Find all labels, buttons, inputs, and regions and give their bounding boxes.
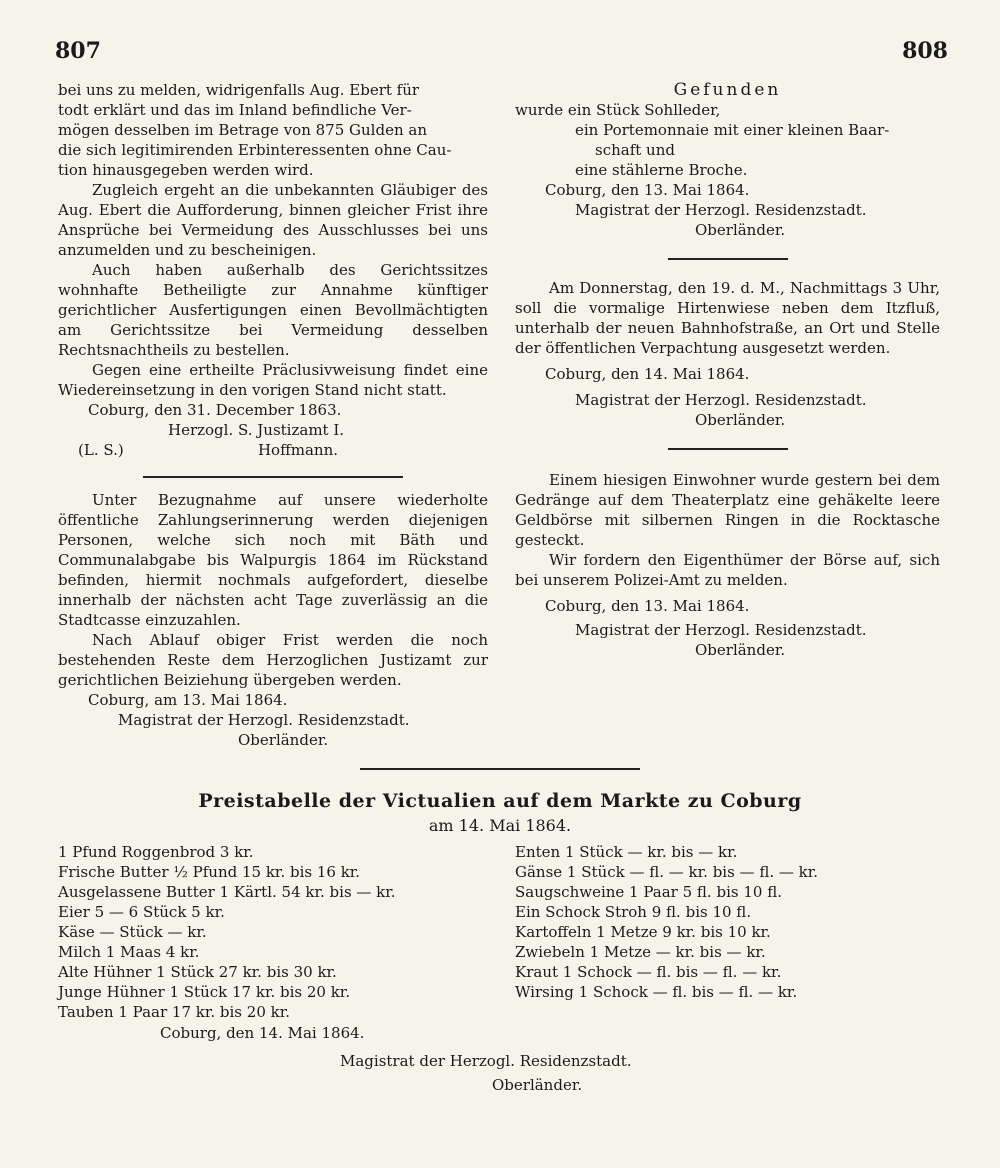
notice-signature: Oberländer. xyxy=(695,641,786,659)
notice-line: ein Portemonnaie mit einer kleinen Baar- xyxy=(575,121,890,139)
seal-mark: (L. S.) xyxy=(78,441,124,459)
notice-signature: Hoffmann. xyxy=(257,441,338,459)
notice-date: Coburg, am 13. Mai 1864. xyxy=(88,691,288,709)
notice-ebert xyxy=(58,80,488,460)
notice-authority: Magistrat der Herzogl. Residenzstadt. xyxy=(575,201,867,219)
price-item: Ausgelassene Butter 1 Kärtl. 54 kr. bis — kr. xyxy=(58,883,396,901)
price-item: Käse — Stück — kr. xyxy=(58,923,207,941)
price-item: Kartoffeln 1 Metze 9 kr. bis 10 kr. xyxy=(515,923,771,941)
notice-paragraph: Auch haben außerhalb des Gerichtssitzes wohnhafte Betheiligte zur Annahme künftiger gerichtlicher Ausfertigungen einen Bevollmächtigten am Gerichtssitze bei Vermeidung desselben Rechtsnachtheils zu bestellen. xyxy=(58,261,488,359)
notice-line: eine stählerne Broche. xyxy=(575,161,748,179)
page-number-left: 807 xyxy=(55,38,101,64)
notice-date: Coburg, den 14. Mai 1864. xyxy=(545,365,750,383)
notice-authority: Magistrat der Herzogl. Residenzstadt. xyxy=(118,711,410,729)
left-column xyxy=(58,80,488,750)
notice-line: bei uns zu melden, widrigenfalls Aug. Ebert für xyxy=(58,81,420,99)
notice-paragraph: Gegen eine ertheilte Präclusivweisung findet eine Wiedereinsetzung in den vorigen Stand nicht statt. xyxy=(58,361,488,399)
price-item: Ein Schock Stroh 9 fl. bis 10 fl. xyxy=(515,903,752,921)
notice-purse xyxy=(515,470,940,660)
divider xyxy=(360,768,640,770)
price-item: Junge Hühner 1 Stück 17 kr. bis 20 kr. xyxy=(58,983,351,1001)
price-item: Eier 5 — 6 Stück 5 kr. xyxy=(58,903,225,921)
notice-found xyxy=(515,80,940,240)
notice-date: Coburg, den 31. December 1863. xyxy=(88,401,342,419)
price-table-date: am 14. Mai 1864. xyxy=(428,816,572,835)
notice-signature: Oberländer. xyxy=(238,731,329,749)
notice-authority: Magistrat der Herzogl. Residenzstadt. xyxy=(575,621,867,639)
price-item: Frische Butter ½ Pfund 15 kr. bis 16 kr. xyxy=(58,863,361,881)
price-item: Gänse 1 Stück — fl. — kr. bis — fl. — kr. xyxy=(515,863,819,881)
notice-line: tion hinausgegeben werden wird. xyxy=(58,161,314,179)
price-item: Saugschweine 1 Paar 5 fl. bis 10 fl. xyxy=(515,883,782,901)
price-item: Alte Hühner 1 Stück 27 kr. bis 30 kr. xyxy=(58,963,337,981)
notice-authority: Magistrat der Herzogl. Residenzstadt. xyxy=(575,391,867,409)
notice-signature: Oberländer. xyxy=(695,221,786,239)
divider xyxy=(668,258,788,260)
right-column xyxy=(515,80,940,660)
price-item: Milch 1 Maas 4 kr. xyxy=(58,943,200,961)
price-list-left xyxy=(58,842,498,1022)
notice-heading: Gefunden xyxy=(673,80,782,100)
price-item: Tauben 1 Paar 17 kr. bis 20 kr. xyxy=(58,1003,291,1021)
price-list-right xyxy=(515,842,955,1002)
price-table-authority: Magistrat der Herzogl. Residenzstadt. xyxy=(340,1052,632,1070)
notice-lease xyxy=(515,278,940,430)
notice-paragraph: Wir fordern den Eigenthümer der Börse auf, sich bei unserem Polizei-Amt zu melden. xyxy=(515,551,940,589)
price-table-title: Preistabelle der Victualien auf dem Markte zu Coburg xyxy=(198,790,802,812)
notice-tax xyxy=(58,490,488,750)
price-item: Enten 1 Stück — kr. bis — kr. xyxy=(515,843,738,861)
notice-paragraph: Nach Ablauf obiger Frist werden die noch bestehenden Reste dem Herzoglichen Justizamt zur gerichtlichen Beiziehung übergeben werden. xyxy=(58,631,488,689)
notice-paragraph: Einem hiesigen Einwohner wurde gestern bei dem Gedränge auf dem Theaterplatz eine gehäkelte leere Geldbörse mit silbernen Ringen in die Rocktasche gesteckt. xyxy=(515,471,940,549)
notice-paragraph: Am Donnerstag, den 19. d. M., Nachmittags 3 Uhr, soll die vormalige Hirtenwiese neben dem Itzfluß, unterhalb der neuen Bahnhofstraße, an Ort und Stelle der öffentlichen Verpachtung ausgesetzt werden. xyxy=(515,279,940,357)
price-item: 1 Pfund Roggenbrod 3 kr. xyxy=(58,843,254,861)
divider xyxy=(668,448,788,450)
notice-line: wurde ein Stück Sohlleder, xyxy=(515,101,721,119)
notice-line: schaft und xyxy=(595,141,675,159)
notice-authority: Herzogl. S. Justizamt I. xyxy=(168,421,345,439)
notice-date: Coburg, den 13. Mai 1864. xyxy=(545,181,750,199)
price-item: Kraut 1 Schock — fl. bis — fl. — kr. xyxy=(515,963,782,981)
notice-line: mögen desselben im Betrage von 875 Gulden an xyxy=(58,121,427,139)
page-number-right: 808 xyxy=(902,38,948,64)
notice-paragraph: Unter Bezugnahme auf unsere wiederholte öffentliche Zahlungserinnerung werden diejenigen Personen, welche sich noch mit Bäth und Communalabgabe bis Walpurgis 1864 im Rückstand befinden, hiermit nochmals aufgefordert, dieselbe innerhalb der nächsten acht Tage zuverlässig an die Stadtcasse einzuzahlen. xyxy=(58,491,488,629)
notice-signature: Oberländer. xyxy=(695,411,786,429)
notice-line: die sich legitimirenden Erbinteressenten ohne Cau- xyxy=(58,141,452,159)
notice-line: todt erklärt und das im Inland befindliche Ver- xyxy=(58,101,412,119)
notice-paragraph: Zugleich ergeht an die unbekannten Gläubiger des Aug. Ebert die Aufforderung, binnen gleicher Frist ihre Ansprüche bei Vermeidung des Ausschlusses bei uns anzumelden und zu bescheinigen. xyxy=(58,181,488,259)
price-item: Zwiebeln 1 Metze — kr. bis — kr. xyxy=(515,943,766,961)
price-item: Wirsing 1 Schock — fl. bis — fl. — kr. xyxy=(515,983,798,1001)
price-table-signature: Oberländer. xyxy=(492,1076,583,1094)
notice-date: Coburg, den 13. Mai 1864. xyxy=(545,597,750,615)
price-table-place-date: Coburg, den 14. Mai 1864. xyxy=(160,1024,365,1042)
divider xyxy=(143,476,403,478)
